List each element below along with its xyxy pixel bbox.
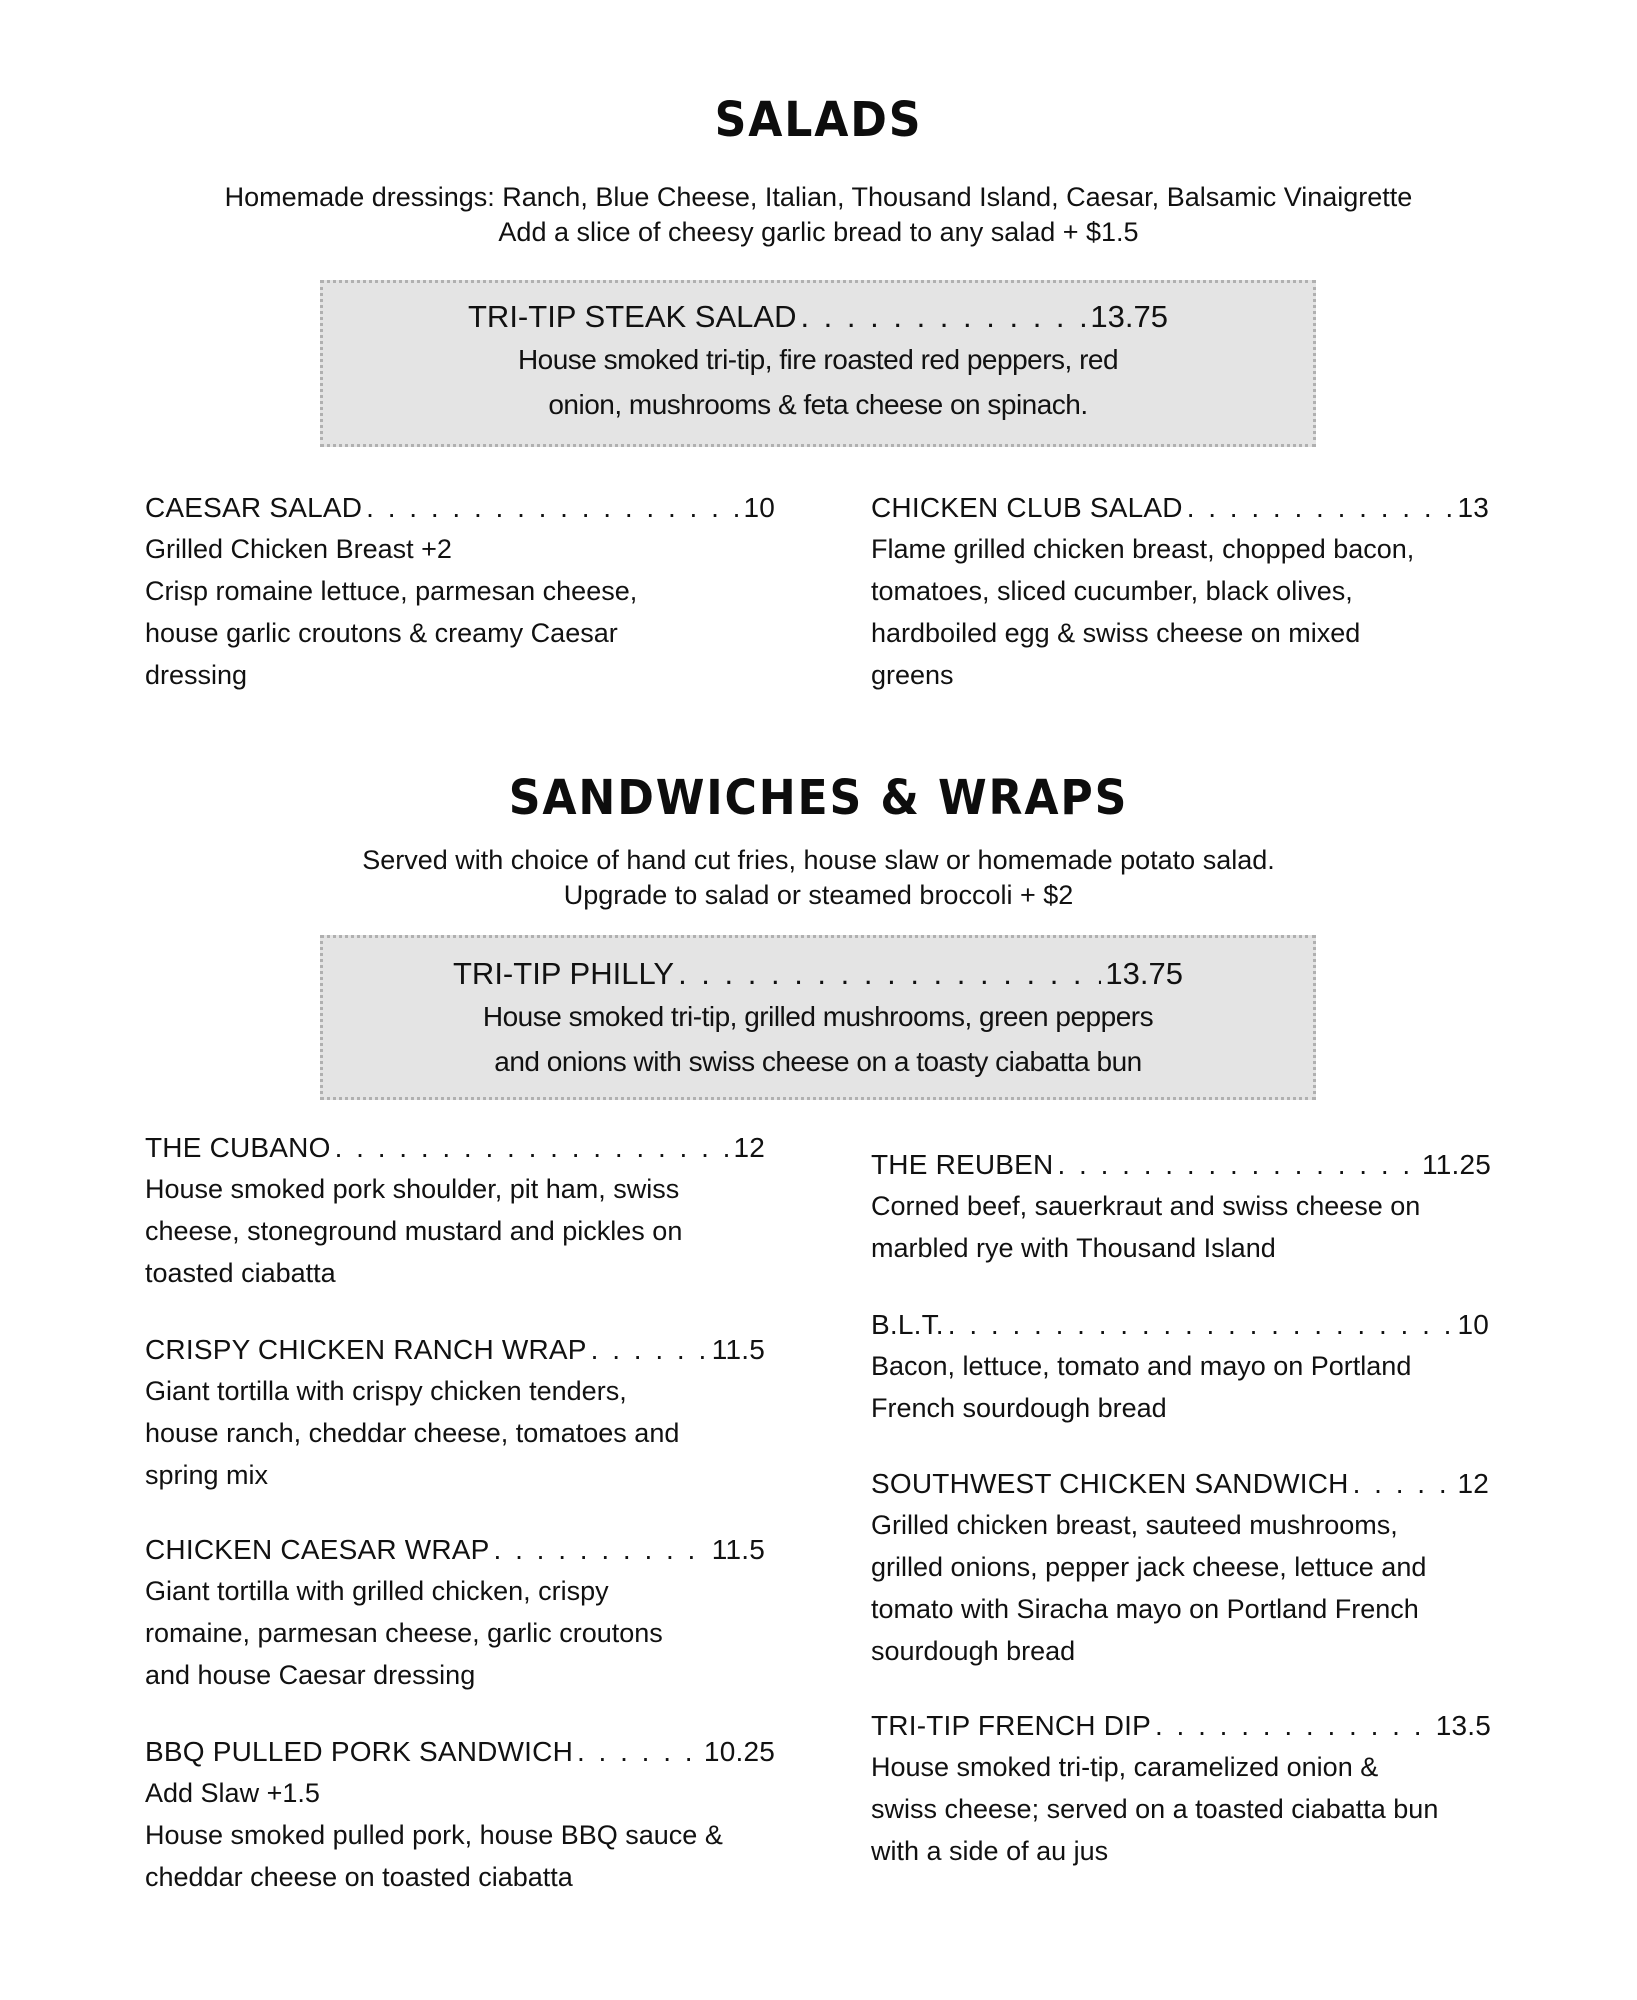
featured-salad-head xyxy=(468,297,1168,337)
item-line: Flame grilled chicken breast, chopped bacon, xyxy=(871,534,1415,564)
menu-item-bbq-pulled-pork-sandwich xyxy=(145,1732,775,1898)
item-line: greens xyxy=(871,660,954,690)
item-head xyxy=(871,1464,1489,1504)
item-line: spring mix xyxy=(145,1460,269,1490)
sandwiches-sides-line: Served with choice of hand cut fries, house slaw or homemade potato salad. xyxy=(362,845,1275,875)
featured-salad xyxy=(320,280,1316,447)
item-price: 11.5 xyxy=(711,1534,765,1565)
item-head xyxy=(145,1330,765,1370)
item-line: toasted ciabatta xyxy=(145,1258,336,1288)
item-head xyxy=(145,1128,765,1168)
item-line: sourdough bread xyxy=(871,1636,1076,1666)
leader-dots xyxy=(494,1530,708,1570)
menu-item-the-reuben xyxy=(871,1145,1491,1269)
item-head xyxy=(145,1732,775,1772)
item-line: French sourdough bread xyxy=(871,1393,1167,1423)
menu-item-southwest-chicken-sandwich xyxy=(871,1464,1489,1672)
leader-dots xyxy=(948,1305,1454,1345)
item-name: TRI-TIP FRENCH DIP xyxy=(871,1710,1151,1741)
item-name: B.L.T. xyxy=(871,1309,944,1340)
item-name: THE CUBANO xyxy=(145,1132,331,1163)
leader-dots xyxy=(1155,1706,1432,1746)
item-name: CHICKEN CAESAR WRAP xyxy=(145,1534,490,1565)
item-line: Grilled chicken breast, sauteed mushrooms, xyxy=(871,1510,1398,1540)
featured-sandwich-head xyxy=(453,954,1183,994)
item-name: THE REUBEN xyxy=(871,1149,1054,1180)
item-line: swiss cheese; served on a toasted ciabatta bun xyxy=(871,1794,1439,1824)
item-line: Corned beef, sauerkraut and swiss cheese on xyxy=(871,1191,1421,1221)
featured-sandwich-desc-1: House smoked tri-tip, grilled mushrooms, green peppers xyxy=(482,1001,1154,1032)
item-line: House smoked pork shoulder, pit ham, swiss xyxy=(145,1174,680,1204)
salads-title: SALADS xyxy=(714,92,923,148)
leader-dots xyxy=(1187,488,1454,528)
featured-sandwich xyxy=(320,935,1316,1100)
featured-sandwich-name: TRI-TIP PHILLY xyxy=(453,956,675,991)
item-line: house ranch, cheddar cheese, tomatoes and xyxy=(145,1418,680,1448)
featured-sandwich-price: 13.75 xyxy=(1105,956,1183,991)
leader-dots xyxy=(800,297,1086,337)
item-line: Crisp romaine lettuce, parmesan cheese, xyxy=(145,576,638,606)
salads-note xyxy=(0,180,1637,250)
featured-salad-desc-1: House smoked tri-tip, fire roasted red peppers, red xyxy=(517,344,1119,375)
item-head xyxy=(871,488,1489,528)
item-line: Giant tortilla with crispy chicken tenders, xyxy=(145,1376,627,1406)
item-price: 10 xyxy=(1457,1309,1489,1340)
leader-dots xyxy=(1353,1464,1454,1504)
item-line: with a side of au jus xyxy=(871,1836,1109,1866)
menu-item-chicken-caesar-wrap xyxy=(145,1530,765,1696)
sandwiches-title: SANDWICHES & WRAPS xyxy=(508,770,1129,826)
featured-sandwich-desc-2: and onions with swiss cheese on a toasty ciabatta bun xyxy=(494,1046,1142,1077)
leader-dots xyxy=(678,954,1101,994)
leader-dots xyxy=(591,1330,708,1370)
featured-salad-desc-2: onion, mushrooms & feta cheese on spinach. xyxy=(548,389,1088,420)
leader-dots xyxy=(577,1732,700,1772)
item-line: marbled rye with Thousand Island xyxy=(871,1233,1276,1263)
item-line: House smoked tri-tip, caramelized onion & xyxy=(871,1752,1379,1782)
item-line: House smoked pulled pork, house BBQ sauce & xyxy=(145,1820,723,1850)
item-price: 10 xyxy=(743,492,775,523)
item-line: tomato with Siracha mayo on Portland French xyxy=(871,1594,1419,1624)
item-name: CRISPY CHICKEN RANCH WRAP xyxy=(145,1334,587,1365)
item-head xyxy=(145,1530,765,1570)
item-name: CHICKEN CLUB SALAD xyxy=(871,492,1183,523)
item-line: romaine, parmesan cheese, garlic croutons xyxy=(145,1618,663,1648)
item-name: SOUTHWEST CHICKEN SANDWICH xyxy=(871,1468,1349,1499)
item-line: tomatoes, sliced cucumber, black olives, xyxy=(871,576,1353,606)
sandwiches-note xyxy=(0,843,1637,913)
salads-garlic-bread-line: Add a slice of cheesy garlic bread to any salad + $1.5 xyxy=(498,217,1139,247)
item-line: grilled onions, pepper jack cheese, lettuce and xyxy=(871,1552,1427,1582)
item-name: BBQ PULLED PORK SANDWICH xyxy=(145,1736,573,1767)
item-price: 13 xyxy=(1457,492,1489,523)
item-name: CAESAR SALAD xyxy=(145,492,363,523)
menu-item-blt xyxy=(871,1305,1489,1429)
featured-salad-price: 13.75 xyxy=(1090,299,1168,334)
item-line: Grilled Chicken Breast +2 xyxy=(145,534,452,564)
item-line: cheese, stoneground mustard and pickles on xyxy=(145,1216,683,1246)
item-line: Bacon, lettuce, tomato and mayo on Portland xyxy=(871,1351,1412,1381)
item-line: house garlic croutons & creamy Caesar xyxy=(145,618,618,648)
menu-item-tri-tip-french-dip xyxy=(871,1706,1491,1872)
menu-item-crispy-chicken-ranch-wrap xyxy=(145,1330,765,1496)
leader-dots xyxy=(1057,1145,1418,1185)
leader-dots xyxy=(366,488,739,528)
item-price: 11.5 xyxy=(711,1334,765,1365)
item-head xyxy=(871,1706,1491,1746)
leader-dots xyxy=(335,1128,730,1168)
item-line: Add Slaw +1.5 xyxy=(145,1778,320,1808)
item-price: 13.5 xyxy=(1435,1710,1491,1741)
item-line: dressing xyxy=(145,660,248,690)
item-line: cheddar cheese on toasted ciabatta xyxy=(145,1862,573,1892)
item-price: 11.25 xyxy=(1422,1149,1491,1180)
item-head xyxy=(145,488,775,528)
featured-salad-name: TRI-TIP STEAK SALAD xyxy=(468,299,797,334)
sandwiches-upgrade-line: Upgrade to salad or steamed broccoli + $2 xyxy=(563,880,1074,910)
item-line: hardboiled egg & swiss cheese on mixed xyxy=(871,618,1361,648)
item-price: 12 xyxy=(733,1132,765,1163)
menu-item-caesar-salad xyxy=(145,488,775,696)
salads-dressings-line: Homemade dressings: Ranch, Blue Cheese, Italian, Thousand Island, Caesar, Balsamic Vinaigrette xyxy=(224,182,1413,212)
menu-item-chicken-club-salad xyxy=(871,488,1489,696)
item-price: 10.25 xyxy=(703,1736,775,1767)
menu-item-the-cubano xyxy=(145,1128,765,1294)
item-line: and house Caesar dressing xyxy=(145,1660,476,1690)
item-head xyxy=(871,1305,1489,1345)
item-price: 12 xyxy=(1457,1468,1489,1499)
item-line: Giant tortilla with grilled chicken, crispy xyxy=(145,1576,609,1606)
item-head xyxy=(871,1145,1491,1185)
